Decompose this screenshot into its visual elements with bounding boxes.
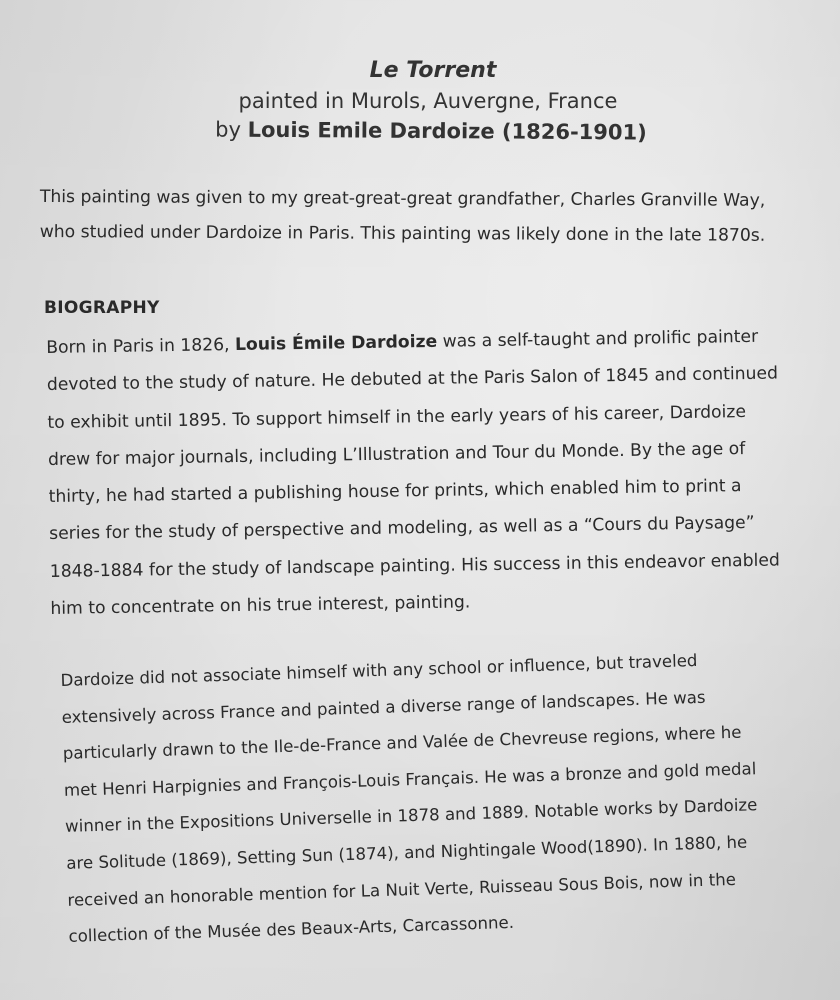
line-text: Born in Paris in 1826, — [46, 335, 236, 358]
paragraph-line: met Henri Harpignies and François-Louis Français. He was a bronze and gold medal — [63, 758, 757, 800]
artist-byline — [22, 113, 840, 149]
artist-name: Louis Emile Dardoize (1826-1901) — [247, 117, 647, 145]
paragraph-line: winner in the Expositions Universelle in 1878 and 1889. Notable works by Dardoize — [64, 795, 758, 837]
paragraph-line: him to concentrate on his true interest, painting. — [50, 592, 471, 620]
paragraph-line: devoted to the study of nature. He debuted at the Paris Salon of 1845 and continued — [46, 363, 779, 396]
document-header — [0, 56, 840, 146]
paragraph-line: particularly drawn to the Ile-de-France and Valée de Chevreuse regions, where he — [62, 722, 742, 764]
biography-heading: BIOGRAPHY — [44, 298, 160, 318]
paragraph-line: are Solitude (1869), Setting Sun (1874), and Nightingale Wood(1890). In 1880, he — [65, 832, 748, 873]
paragraph-line: thirty, he had started a publishing house for prints, which enabled him to print a — [48, 476, 742, 508]
paragraph-line: collection of the Musée des Beaux-Arts, Carcassonne. — [68, 913, 515, 947]
line-text: was a self-taught and prolific painter — [437, 326, 759, 352]
biography-paragraph-2 — [60, 640, 789, 955]
byline-prefix: by — [215, 117, 248, 142]
intro-paragraph — [40, 180, 800, 254]
intro-line: This painting was given to my great-great-great grandfather, Charles Granville Way, — [39, 186, 766, 211]
paragraph-line: extensively across France and painted a diverse range of landscapes. He was — [61, 687, 706, 727]
paragraph-line: series for the study of perspective and modeling, as well as a “Cours du Paysage” — [49, 513, 755, 545]
paragraph-line: drew for major journals, including L’Illustration and Tour du Monde. By the age of — [47, 438, 746, 470]
paragraph-line: Dardoize did not associate himself with any school or influence, but traveled — [60, 650, 698, 690]
paragraph-line: received an honorable mention for La Nuit Verte, Ruisseau Sous Bois, now in the — [67, 869, 737, 910]
intro-line: who studied under Dardoize in Paris. This painting was likely done in the late 1870s. — [39, 221, 766, 246]
paragraph-line: 1848-1884 for the study of landscape painting. His success in this endeavor enabled — [49, 550, 780, 582]
painting-location: painted in Murols, Auvergne, France — [238, 89, 618, 113]
artist-name-bold: Louis Émile Dardoize — [234, 331, 438, 356]
painting-title: Le Torrent — [369, 58, 497, 83]
biography-paragraph-1 — [46, 318, 797, 628]
paragraph-line: to exhibit until 1895. To support himself in the early years of his career, Dardoize — [47, 401, 747, 433]
